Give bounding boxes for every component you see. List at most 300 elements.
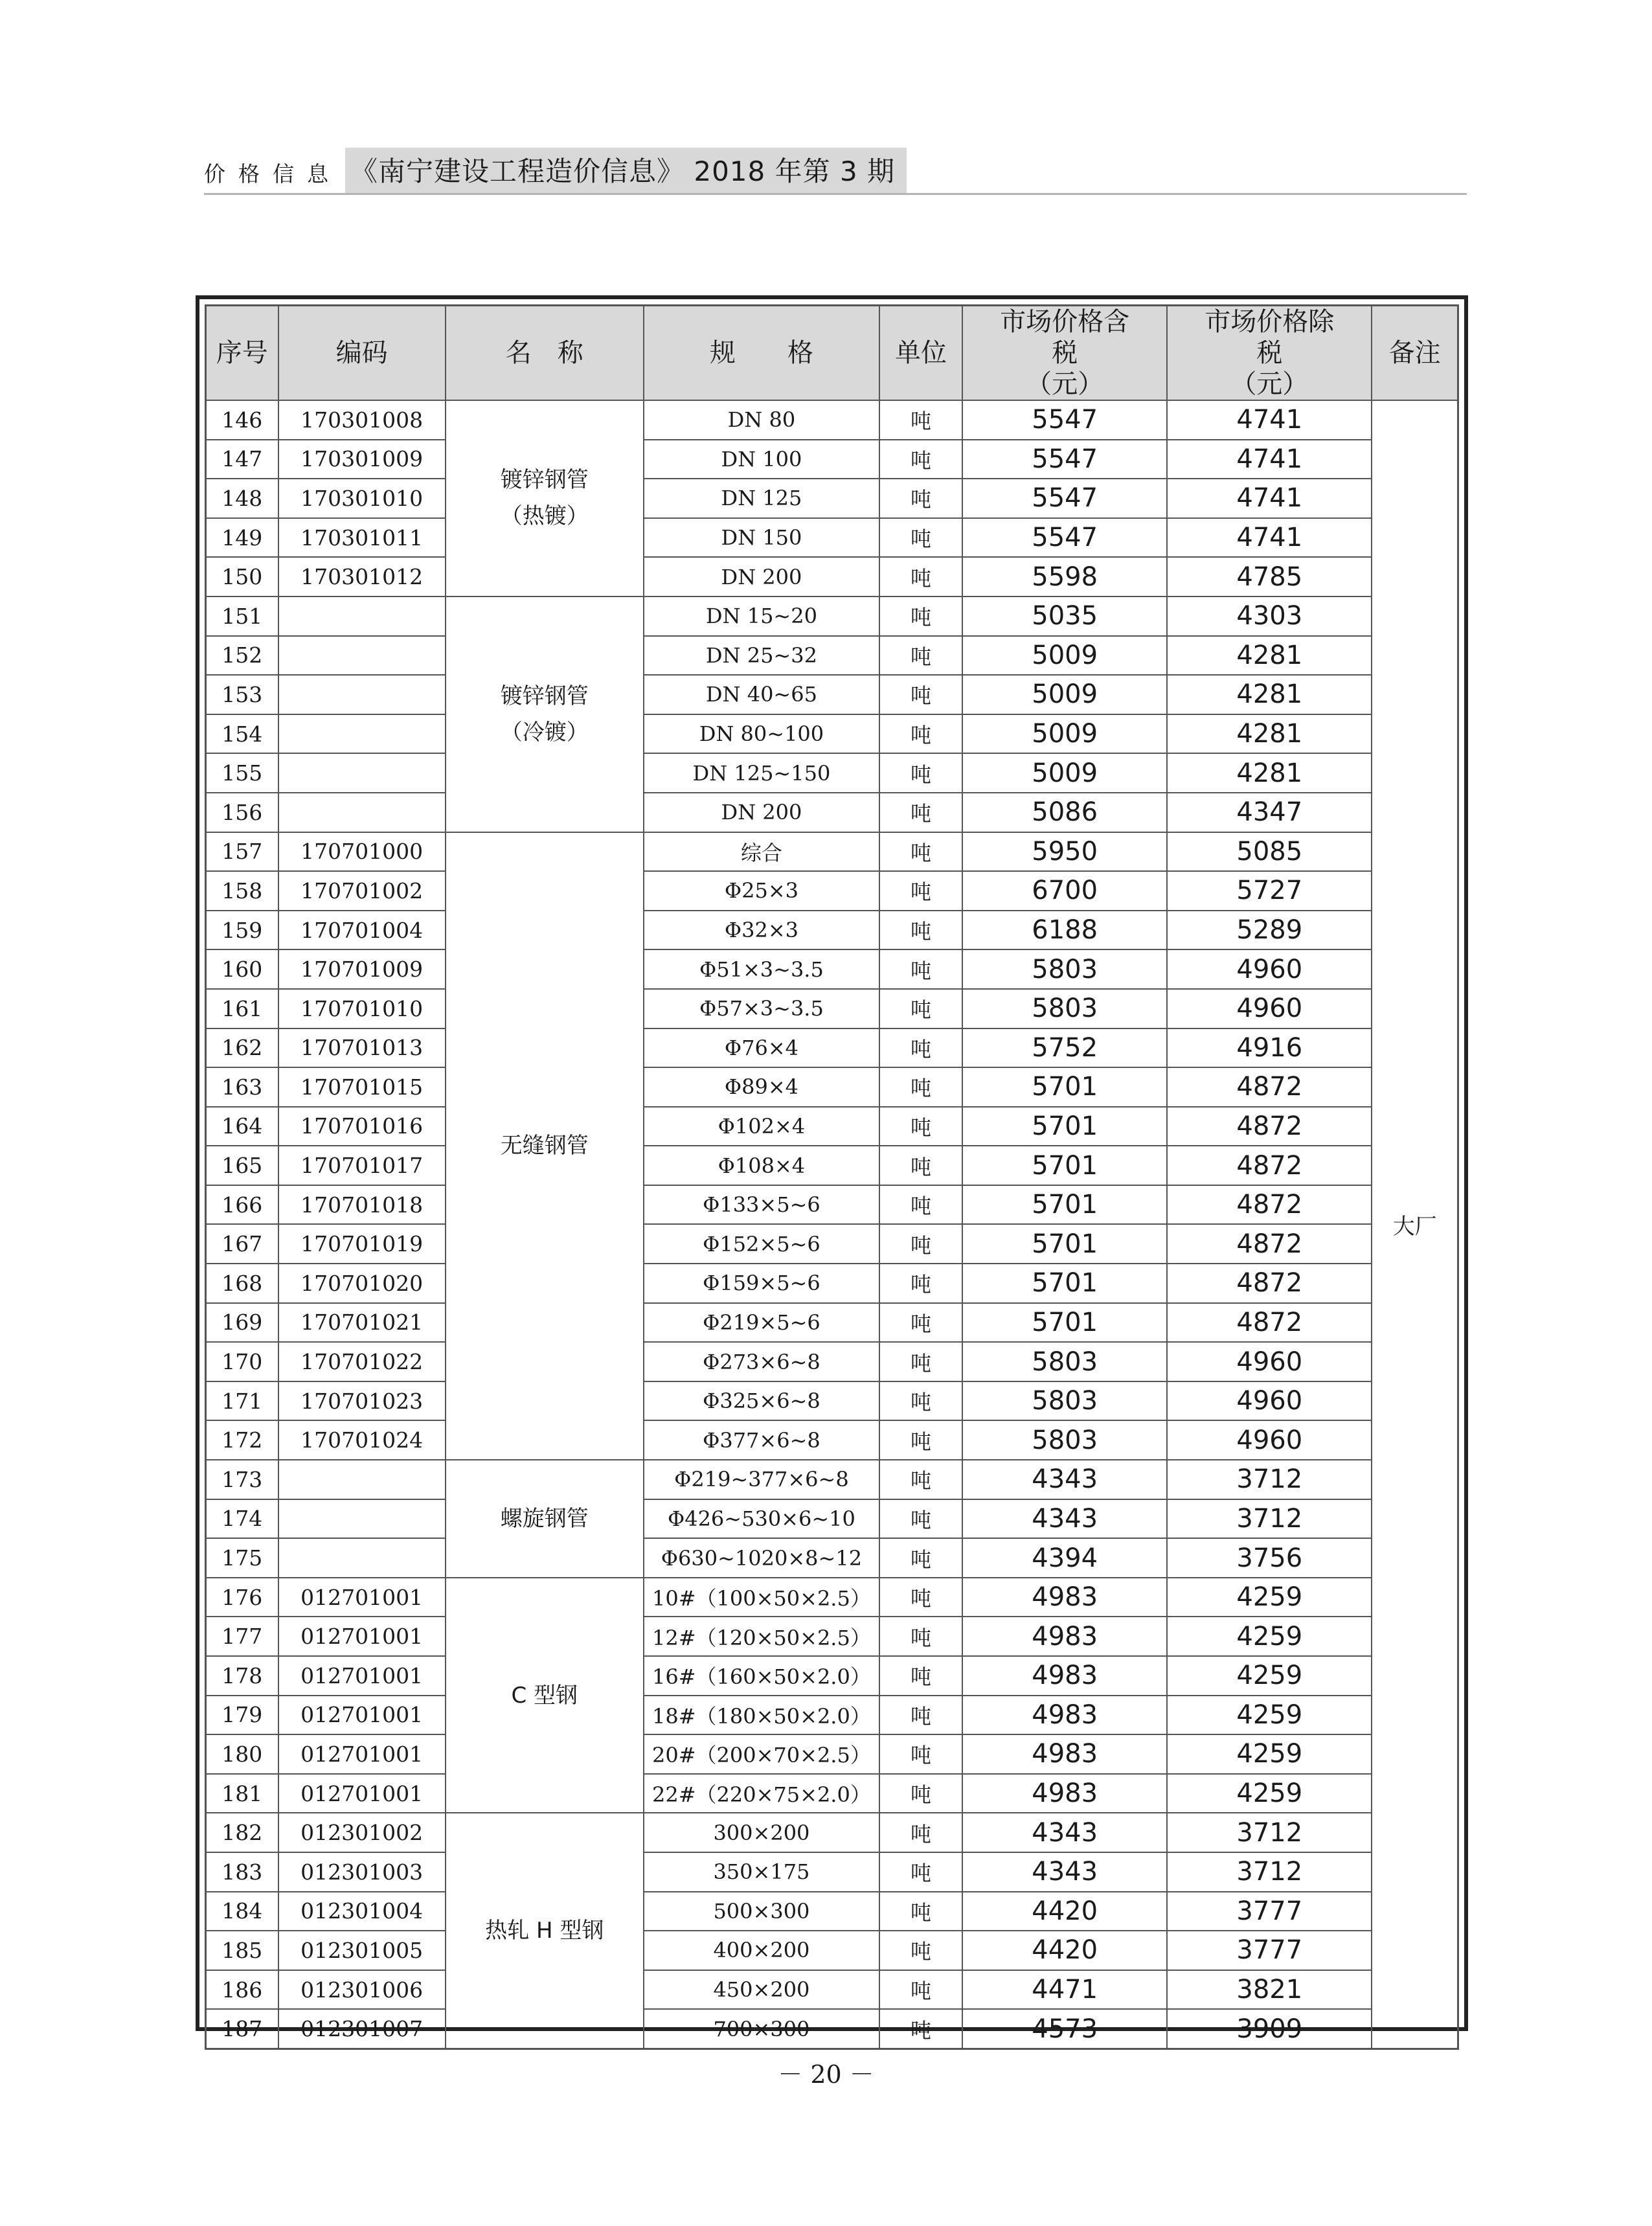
header-rule <box>204 193 1467 195</box>
row-price-notax: 4259 <box>1167 1774 1372 1813</box>
row-price-notax: 4960 <box>1167 1420 1372 1460</box>
row-unit: 吨 <box>879 440 962 479</box>
row-spec: Φ25×3 <box>644 871 879 911</box>
row-index: 151 <box>206 596 278 636</box>
row-price-notax: 4872 <box>1167 1107 1372 1146</box>
table-row <box>206 949 1458 989</box>
row-spec: DN 200 <box>644 793 879 832</box>
row-price-tax: 4983 <box>962 1774 1167 1813</box>
row-index: 162 <box>206 1028 278 1068</box>
page-number: － 20 － <box>778 2060 874 2089</box>
row-unit: 吨 <box>879 1931 962 1970</box>
table-row <box>206 400 1458 440</box>
table-row <box>206 1224 1458 1264</box>
row-code: 170701022 <box>278 1342 446 1381</box>
table-row <box>206 1696 1458 1735</box>
row-index: 158 <box>206 871 278 911</box>
row-unit: 吨 <box>879 479 962 518</box>
row-price-notax: 4741 <box>1167 479 1372 518</box>
row-index: 179 <box>206 1696 278 1735</box>
row-price-tax: 5803 <box>962 989 1167 1028</box>
row-index: 155 <box>206 753 278 793</box>
row-unit: 吨 <box>879 1342 962 1381</box>
row-price-tax: 5701 <box>962 1303 1167 1343</box>
row-index: 167 <box>206 1224 278 1264</box>
row-price-notax: 4872 <box>1167 1224 1372 1264</box>
row-index: 169 <box>206 1303 278 1343</box>
row-spec: Φ57×3~3.5 <box>644 989 879 1028</box>
row-code: 012301002 <box>278 1813 446 1852</box>
row-code <box>278 753 446 793</box>
row-price-notax: 4259 <box>1167 1578 1372 1617</box>
table-row <box>206 1067 1458 1107</box>
table-row <box>206 1538 1458 1578</box>
row-spec: Φ152×5~6 <box>644 1224 879 1264</box>
table-row <box>206 1460 1458 1499</box>
row-price-tax: 4983 <box>962 1734 1167 1774</box>
row-index: 177 <box>206 1617 278 1656</box>
row-price-tax: 4343 <box>962 1813 1167 1852</box>
row-index: 146 <box>206 400 278 440</box>
table-body <box>206 400 1458 2049</box>
row-price-tax: 4573 <box>962 2009 1167 2049</box>
row-code: 012701001 <box>278 1578 446 1617</box>
row-price-notax: 4960 <box>1167 989 1372 1028</box>
row-unit: 吨 <box>879 1734 962 1774</box>
table-row <box>206 636 1458 676</box>
row-code: 170701018 <box>278 1185 446 1225</box>
row-index: 156 <box>206 793 278 832</box>
table-row <box>206 440 1458 479</box>
row-spec: 700×300 <box>644 2009 879 2049</box>
row-spec: DN 80~100 <box>644 714 879 754</box>
row-price-tax: 5547 <box>962 518 1167 558</box>
row-code: 012301004 <box>278 1892 446 1931</box>
table-row <box>206 1146 1458 1185</box>
row-unit: 吨 <box>879 675 962 714</box>
row-index: 181 <box>206 1774 278 1813</box>
row-unit: 吨 <box>879 949 962 989</box>
row-price-notax: 4259 <box>1167 1617 1372 1656</box>
row-spec: Φ32×3 <box>644 911 879 950</box>
row-spec: 350×175 <box>644 1852 879 1892</box>
row-price-tax: 5009 <box>962 714 1167 754</box>
row-unit: 吨 <box>879 1578 962 1617</box>
row-price-notax: 3712 <box>1167 1499 1372 1539</box>
row-code: 170301010 <box>278 479 446 518</box>
row-unit: 吨 <box>879 871 962 911</box>
row-code: 170301011 <box>278 518 446 558</box>
row-spec: 300×200 <box>644 1813 879 1852</box>
row-spec: Φ325×6~8 <box>644 1381 879 1421</box>
row-price-notax: 4259 <box>1167 1656 1372 1696</box>
row-unit: 吨 <box>879 1970 962 2010</box>
row-unit: 吨 <box>879 1892 962 1931</box>
row-price-tax: 4343 <box>962 1460 1167 1499</box>
col-header-remark: 备注 <box>1372 306 1458 401</box>
row-price-notax: 4872 <box>1167 1146 1372 1185</box>
row-spec: 16#（160×50×2.0） <box>644 1656 879 1696</box>
row-price-notax: 4960 <box>1167 949 1372 989</box>
row-price-notax: 3821 <box>1167 1970 1372 2010</box>
row-price-notax: 4872 <box>1167 1264 1372 1303</box>
table-row <box>206 1970 1458 2010</box>
row-code <box>278 596 446 636</box>
row-price-tax: 4983 <box>962 1656 1167 1696</box>
row-code: 170701010 <box>278 989 446 1028</box>
row-unit: 吨 <box>879 1852 962 1892</box>
table-row <box>206 1028 1458 1068</box>
row-code: 012701001 <box>278 1774 446 1813</box>
row-spec: Φ219~377×6~8 <box>644 1460 879 1499</box>
row-spec: 20#（200×70×2.5） <box>644 1734 879 1774</box>
row-unit: 吨 <box>879 557 962 596</box>
material-name: 无缝钢管 <box>446 832 644 1460</box>
table-row <box>206 675 1458 714</box>
row-index: 176 <box>206 1578 278 1617</box>
row-spec: DN 125 <box>644 479 879 518</box>
row-price-notax: 3777 <box>1167 1892 1372 1931</box>
publication-title: 《南宁建设工程造价信息》 2018 年第 3 期 <box>345 148 907 193</box>
table-row <box>206 1420 1458 1460</box>
row-code <box>278 675 446 714</box>
row-unit: 吨 <box>879 1420 962 1460</box>
row-code: 012301005 <box>278 1931 446 1970</box>
row-spec: DN 15~20 <box>644 596 879 636</box>
row-index: 180 <box>206 1734 278 1774</box>
row-code <box>278 1499 446 1539</box>
row-code <box>278 793 446 832</box>
row-unit: 吨 <box>879 753 962 793</box>
row-code: 170701000 <box>278 832 446 872</box>
table-row <box>206 1342 1458 1381</box>
row-code: 170701015 <box>278 1067 446 1107</box>
row-code: 170701023 <box>278 1381 446 1421</box>
row-index: 164 <box>206 1107 278 1146</box>
row-index: 166 <box>206 1185 278 1225</box>
row-price-notax: 5289 <box>1167 911 1372 950</box>
table-row <box>206 1578 1458 1617</box>
row-code: 170701013 <box>278 1028 446 1068</box>
row-unit: 吨 <box>879 1185 962 1225</box>
row-price-notax: 4281 <box>1167 636 1372 676</box>
table-row <box>206 911 1458 950</box>
row-price-notax: 4281 <box>1167 714 1372 754</box>
row-index: 170 <box>206 1342 278 1381</box>
table-row <box>206 518 1458 558</box>
row-code: 170301012 <box>278 557 446 596</box>
row-price-notax: 3712 <box>1167 1460 1372 1499</box>
row-index: 186 <box>206 1970 278 2010</box>
row-price-notax: 4872 <box>1167 1185 1372 1225</box>
row-code <box>278 714 446 754</box>
table-row <box>206 1774 1458 1813</box>
material-name: 螺旋钢管 <box>446 1460 644 1578</box>
remark-cell: 大厂 <box>1372 400 1458 2049</box>
row-price-tax: 4420 <box>962 1931 1167 1970</box>
row-index: 152 <box>206 636 278 676</box>
row-unit: 吨 <box>879 1303 962 1343</box>
row-index: 150 <box>206 557 278 596</box>
row-unit: 吨 <box>879 832 962 872</box>
row-index: 184 <box>206 1892 278 1931</box>
row-index: 185 <box>206 1931 278 1970</box>
row-index: 168 <box>206 1264 278 1303</box>
row-unit: 吨 <box>879 596 962 636</box>
row-price-tax: 5547 <box>962 440 1167 479</box>
row-index: 187 <box>206 2009 278 2049</box>
table-row <box>206 793 1458 832</box>
row-price-notax: 4960 <box>1167 1381 1372 1421</box>
table-row <box>206 1656 1458 1696</box>
table-row <box>206 1381 1458 1421</box>
row-code <box>278 636 446 676</box>
row-spec: Φ630~1020×8~12 <box>644 1538 879 1578</box>
row-price-notax: 4872 <box>1167 1303 1372 1343</box>
price-table <box>205 304 1459 2050</box>
row-code: 170701002 <box>278 871 446 911</box>
row-unit: 吨 <box>879 400 962 440</box>
table-row <box>206 1185 1458 1225</box>
row-spec: 18#（180×50×2.0） <box>644 1696 879 1735</box>
row-spec: Φ76×4 <box>644 1028 879 1068</box>
row-price-notax: 4281 <box>1167 753 1372 793</box>
row-price-notax: 4960 <box>1167 1342 1372 1381</box>
row-price-tax: 5752 <box>962 1028 1167 1068</box>
row-unit: 吨 <box>879 793 962 832</box>
row-index: 147 <box>206 440 278 479</box>
row-price-notax: 3712 <box>1167 1813 1372 1852</box>
row-spec: DN 125~150 <box>644 753 879 793</box>
row-price-notax: 3777 <box>1167 1931 1372 1970</box>
row-price-notax: 4259 <box>1167 1734 1372 1774</box>
row-price-tax: 5598 <box>962 557 1167 596</box>
table-row <box>206 596 1458 636</box>
table-row <box>206 1852 1458 1892</box>
row-index: 182 <box>206 1813 278 1852</box>
table-row <box>206 1303 1458 1343</box>
row-spec: Φ51×3~3.5 <box>644 949 879 989</box>
row-price-tax: 4343 <box>962 1499 1167 1539</box>
row-index: 183 <box>206 1852 278 1892</box>
row-price-tax: 5009 <box>962 753 1167 793</box>
col-header-index: 序号 <box>206 306 278 401</box>
table-row <box>206 871 1458 911</box>
row-unit: 吨 <box>879 1460 962 1499</box>
row-price-notax: 4872 <box>1167 1067 1372 1107</box>
row-price-tax: 5701 <box>962 1146 1167 1185</box>
row-price-tax: 5035 <box>962 596 1167 636</box>
row-price-tax: 5701 <box>962 1185 1167 1225</box>
row-price-notax: 4281 <box>1167 675 1372 714</box>
row-price-notax: 4741 <box>1167 518 1372 558</box>
row-spec: Φ133×5~6 <box>644 1185 879 1225</box>
row-index: 160 <box>206 949 278 989</box>
col-header-price-tax: 市场价格含税 （元） <box>962 306 1167 401</box>
row-unit: 吨 <box>879 1696 962 1735</box>
row-code: 012301003 <box>278 1852 446 1892</box>
row-spec: Φ426~530×6~10 <box>644 1499 879 1539</box>
row-price-notax: 3756 <box>1167 1538 1372 1578</box>
row-unit: 吨 <box>879 1656 962 1696</box>
row-price-tax: 5701 <box>962 1107 1167 1146</box>
row-spec: DN 80 <box>644 400 879 440</box>
row-spec: Φ108×4 <box>644 1146 879 1185</box>
row-price-tax: 5803 <box>962 949 1167 989</box>
row-price-notax: 4741 <box>1167 440 1372 479</box>
material-name: 镀锌钢管 （热镀） <box>446 400 644 596</box>
row-spec: 450×200 <box>644 1970 879 2010</box>
table-row <box>206 479 1458 518</box>
row-code: 170701024 <box>278 1420 446 1460</box>
row-spec: 综合 <box>644 832 879 872</box>
row-price-notax: 3712 <box>1167 1852 1372 1892</box>
row-unit: 吨 <box>879 1813 962 1852</box>
row-index: 178 <box>206 1656 278 1696</box>
row-unit: 吨 <box>879 1028 962 1068</box>
price-table-frame <box>196 295 1468 2044</box>
row-unit: 吨 <box>879 636 962 676</box>
row-price-tax: 5547 <box>962 400 1167 440</box>
row-code: 170301008 <box>278 400 446 440</box>
row-price-tax: 4983 <box>962 1696 1167 1735</box>
row-price-tax: 4343 <box>962 1852 1167 1892</box>
row-price-notax: 4259 <box>1167 1696 1372 1735</box>
row-price-tax: 4420 <box>962 1892 1167 1931</box>
row-unit: 吨 <box>879 518 962 558</box>
table-row <box>206 1107 1458 1146</box>
col-header-spec: 规 格 <box>644 306 879 401</box>
row-price-tax: 6700 <box>962 871 1167 911</box>
row-price-tax: 5701 <box>962 1264 1167 1303</box>
row-spec: 400×200 <box>644 1931 879 1970</box>
row-code <box>278 1460 446 1499</box>
section-label: 价格信息 <box>204 161 341 187</box>
row-index: 159 <box>206 911 278 950</box>
table-row <box>206 1813 1458 1852</box>
table-row <box>206 1264 1458 1303</box>
row-price-tax: 5803 <box>962 1420 1167 1460</box>
row-price-tax: 5009 <box>962 636 1167 676</box>
row-price-tax: 4471 <box>962 1970 1167 2010</box>
row-unit: 吨 <box>879 1264 962 1303</box>
row-code: 170701020 <box>278 1264 446 1303</box>
table-row <box>206 1892 1458 1931</box>
row-index: 149 <box>206 518 278 558</box>
row-code: 012701001 <box>278 1734 446 1774</box>
row-spec: Φ219×5~6 <box>644 1303 879 1343</box>
row-index: 161 <box>206 989 278 1028</box>
row-unit: 吨 <box>879 714 962 754</box>
row-price-tax: 4983 <box>962 1617 1167 1656</box>
row-spec: 500×300 <box>644 1892 879 1931</box>
row-code: 012301006 <box>278 1970 446 2010</box>
row-price-tax: 5803 <box>962 1381 1167 1421</box>
row-price-tax: 5086 <box>962 793 1167 832</box>
row-spec: 22#（220×75×2.0） <box>644 1774 879 1813</box>
row-spec: Φ377×6~8 <box>644 1420 879 1460</box>
row-index: 172 <box>206 1420 278 1460</box>
row-unit: 吨 <box>879 1224 962 1264</box>
row-spec: DN 200 <box>644 557 879 596</box>
row-unit: 吨 <box>879 1107 962 1146</box>
row-code: 170701021 <box>278 1303 446 1343</box>
row-code: 012701001 <box>278 1656 446 1696</box>
table-row <box>206 2009 1458 2049</box>
row-price-notax: 4916 <box>1167 1028 1372 1068</box>
row-code: 170301009 <box>278 440 446 479</box>
row-price-tax: 5547 <box>962 479 1167 518</box>
row-code: 012701001 <box>278 1617 446 1656</box>
row-spec: 12#（120×50×2.5） <box>644 1617 879 1656</box>
row-price-tax: 6188 <box>962 911 1167 950</box>
row-index: 154 <box>206 714 278 754</box>
row-spec: DN 40~65 <box>644 675 879 714</box>
row-spec: 10#（100×50×2.5） <box>644 1578 879 1617</box>
row-spec: Φ102×4 <box>644 1107 879 1146</box>
row-price-notax: 4785 <box>1167 557 1372 596</box>
row-code: 170701016 <box>278 1107 446 1146</box>
row-code: 170701019 <box>278 1224 446 1264</box>
row-price-notax: 5085 <box>1167 832 1372 872</box>
col-header-price-notax: 市场价格除税 （元） <box>1167 306 1372 401</box>
row-spec: Φ89×4 <box>644 1067 879 1107</box>
material-name: 镀锌钢管 （冷镀） <box>446 596 644 832</box>
row-code: 170701009 <box>278 949 446 989</box>
row-index: 173 <box>206 1460 278 1499</box>
running-header <box>204 150 907 193</box>
row-unit: 吨 <box>879 1146 962 1185</box>
row-price-tax: 5950 <box>962 832 1167 872</box>
row-price-notax: 4741 <box>1167 400 1372 440</box>
row-price-notax: 5727 <box>1167 871 1372 911</box>
row-unit: 吨 <box>879 1499 962 1539</box>
row-price-tax: 5701 <box>962 1067 1167 1107</box>
row-price-tax: 5009 <box>962 675 1167 714</box>
row-unit: 吨 <box>879 989 962 1028</box>
row-price-notax: 4347 <box>1167 793 1372 832</box>
row-spec: DN 150 <box>644 518 879 558</box>
row-price-tax: 5803 <box>962 1342 1167 1381</box>
row-unit: 吨 <box>879 1067 962 1107</box>
row-spec: DN 100 <box>644 440 879 479</box>
row-price-notax: 4303 <box>1167 596 1372 636</box>
table-row <box>206 1931 1458 1970</box>
material-name: 热轧 H 型钢 <box>446 1813 644 2049</box>
col-header-name: 名 称 <box>446 306 644 401</box>
material-name: C 型钢 <box>446 1578 644 1813</box>
row-unit: 吨 <box>879 1381 962 1421</box>
table-row <box>206 1734 1458 1774</box>
table-row <box>206 832 1458 872</box>
row-code: 012701001 <box>278 1696 446 1735</box>
row-index: 171 <box>206 1381 278 1421</box>
row-index: 153 <box>206 675 278 714</box>
row-index: 174 <box>206 1499 278 1539</box>
row-index: 163 <box>206 1067 278 1107</box>
row-price-notax: 3909 <box>1167 2009 1372 2049</box>
row-spec: DN 25~32 <box>644 636 879 676</box>
table-row <box>206 1617 1458 1656</box>
col-header-unit: 单位 <box>879 306 962 401</box>
row-code: 012301007 <box>278 2009 446 2049</box>
row-index: 165 <box>206 1146 278 1185</box>
row-code: 170701004 <box>278 911 446 950</box>
row-spec: Φ159×5~6 <box>644 1264 879 1303</box>
row-spec: Φ273×6~8 <box>644 1342 879 1381</box>
row-code: 170701017 <box>278 1146 446 1185</box>
row-unit: 吨 <box>879 1538 962 1578</box>
